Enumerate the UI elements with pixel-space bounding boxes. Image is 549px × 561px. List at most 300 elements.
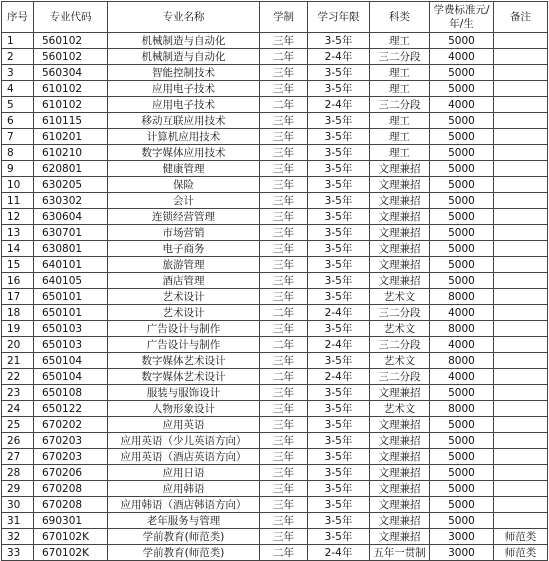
cell-code: 630604 xyxy=(34,209,108,225)
cell-index: 4 xyxy=(2,81,34,97)
cell-note xyxy=(494,513,548,529)
table-row xyxy=(2,177,548,193)
cell-category: 文理兼招 xyxy=(370,465,430,481)
cell-category: 艺术文 xyxy=(370,321,430,337)
cell-index: 14 xyxy=(2,241,34,257)
cell-code: 630302 xyxy=(34,193,108,209)
cell-note xyxy=(494,449,548,465)
cell-category: 艺术文 xyxy=(370,289,430,305)
cell-note xyxy=(494,497,548,513)
cell-note: 师范类 xyxy=(494,545,548,561)
cell-name: 酒店管理 xyxy=(108,273,260,289)
cell-index: 19 xyxy=(2,321,34,337)
table-row xyxy=(2,113,548,129)
cell-study-years: 3-5年 xyxy=(308,417,370,433)
cell-note xyxy=(494,433,548,449)
cell-fee: 5000 xyxy=(430,193,494,209)
cell-fee: 3000 xyxy=(430,529,494,545)
cell-category: 三二分段 xyxy=(370,369,430,385)
cell-duration: 三年 xyxy=(260,161,308,177)
cell-fee: 5000 xyxy=(430,225,494,241)
cell-duration: 三年 xyxy=(260,209,308,225)
tuition-fee-table xyxy=(1,1,548,561)
cell-study-years: 3-5年 xyxy=(308,209,370,225)
cell-index: 8 xyxy=(2,145,34,161)
cell-name: 学前教育(师范类) xyxy=(108,545,260,561)
header-category: 科类 xyxy=(370,2,430,33)
cell-code: 610102 xyxy=(34,81,108,97)
cell-study-years: 3-5年 xyxy=(308,129,370,145)
cell-fee: 5000 xyxy=(430,33,494,49)
cell-code: 650104 xyxy=(34,369,108,385)
cell-index: 27 xyxy=(2,449,34,465)
cell-fee: 5000 xyxy=(430,497,494,513)
cell-category: 理工 xyxy=(370,113,430,129)
cell-note xyxy=(494,353,548,369)
cell-duration: 三年 xyxy=(260,241,308,257)
cell-fee: 8000 xyxy=(430,289,494,305)
cell-index: 12 xyxy=(2,209,34,225)
table-row xyxy=(2,545,548,561)
cell-name: 应用电子技术 xyxy=(108,97,260,113)
cell-index: 22 xyxy=(2,369,34,385)
table-row xyxy=(2,65,548,81)
table-row xyxy=(2,225,548,241)
cell-index: 20 xyxy=(2,337,34,353)
table-row xyxy=(2,497,548,513)
cell-study-years: 3-5年 xyxy=(308,321,370,337)
cell-note xyxy=(494,321,548,337)
cell-code: 670202 xyxy=(34,417,108,433)
cell-note xyxy=(494,97,548,113)
cell-category: 文理兼招 xyxy=(370,241,430,257)
cell-category: 五年一贯制 xyxy=(370,545,430,561)
cell-name: 艺术设计 xyxy=(108,289,260,305)
cell-study-years: 3-5年 xyxy=(308,513,370,529)
cell-study-years: 3-5年 xyxy=(308,289,370,305)
cell-note xyxy=(494,465,548,481)
cell-fee: 8000 xyxy=(430,353,494,369)
cell-code: 630205 xyxy=(34,177,108,193)
cell-duration: 三年 xyxy=(260,145,308,161)
cell-name: 应用英语（酒店英语方向） xyxy=(108,449,260,465)
cell-name: 健康管理 xyxy=(108,161,260,177)
cell-index: 24 xyxy=(2,401,34,417)
cell-fee: 5000 xyxy=(430,65,494,81)
cell-fee: 5000 xyxy=(430,433,494,449)
cell-study-years: 3-5年 xyxy=(308,177,370,193)
table-row xyxy=(2,481,548,497)
cell-study-years: 3-5年 xyxy=(308,33,370,49)
cell-fee: 5000 xyxy=(430,145,494,161)
cell-fee: 5000 xyxy=(430,449,494,465)
cell-fee: 3000 xyxy=(430,545,494,561)
cell-code: 670102K xyxy=(34,529,108,545)
cell-fee: 5000 xyxy=(430,385,494,401)
cell-index: 29 xyxy=(2,481,34,497)
cell-duration: 三年 xyxy=(260,65,308,81)
cell-code: 650104 xyxy=(34,353,108,369)
cell-category: 文理兼招 xyxy=(370,385,430,401)
cell-duration: 三年 xyxy=(260,449,308,465)
header-study-years: 学习年限 xyxy=(308,2,370,33)
cell-note xyxy=(494,129,548,145)
table-row xyxy=(2,385,548,401)
cell-fee: 5000 xyxy=(430,161,494,177)
table-row xyxy=(2,257,548,273)
cell-study-years: 3-5年 xyxy=(308,465,370,481)
header-fee: 学费标准元/年/生 xyxy=(430,2,494,33)
cell-duration: 三年 xyxy=(260,113,308,129)
cell-name: 计算机应用技术 xyxy=(108,129,260,145)
cell-category: 文理兼招 xyxy=(370,481,430,497)
table-row xyxy=(2,337,548,353)
cell-fee: 5000 xyxy=(430,257,494,273)
cell-index: 5 xyxy=(2,97,34,113)
cell-note xyxy=(494,81,548,97)
cell-duration: 三年 xyxy=(260,417,308,433)
table-row xyxy=(2,321,548,337)
cell-study-years: 3-5年 xyxy=(308,161,370,177)
cell-fee: 5000 xyxy=(430,177,494,193)
cell-category: 理工 xyxy=(370,65,430,81)
header-note: 备注 xyxy=(494,2,548,33)
cell-duration: 二年 xyxy=(260,97,308,113)
cell-category: 文理兼招 xyxy=(370,193,430,209)
cell-index: 9 xyxy=(2,161,34,177)
cell-index: 30 xyxy=(2,497,34,513)
cell-note xyxy=(494,145,548,161)
cell-duration: 三年 xyxy=(260,513,308,529)
header-duration: 学制 xyxy=(260,2,308,33)
table-row xyxy=(2,33,548,49)
cell-study-years: 2-4年 xyxy=(308,369,370,385)
cell-fee: 5000 xyxy=(430,273,494,289)
cell-note xyxy=(494,417,548,433)
cell-fee: 5000 xyxy=(430,113,494,129)
cell-index: 15 xyxy=(2,257,34,273)
cell-fee: 5000 xyxy=(430,465,494,481)
table-row xyxy=(2,81,548,97)
table-row xyxy=(2,49,548,65)
cell-note xyxy=(494,401,548,417)
cell-name: 应用英语 xyxy=(108,417,260,433)
cell-index: 7 xyxy=(2,129,34,145)
cell-category: 文理兼招 xyxy=(370,513,430,529)
cell-study-years: 3-5年 xyxy=(308,81,370,97)
cell-name: 移动互联应用技术 xyxy=(108,113,260,129)
cell-category: 文理兼招 xyxy=(370,161,430,177)
cell-duration: 二年 xyxy=(260,369,308,385)
cell-index: 23 xyxy=(2,385,34,401)
cell-fee: 4000 xyxy=(430,305,494,321)
cell-name: 人物形象设计 xyxy=(108,401,260,417)
cell-duration: 三年 xyxy=(260,289,308,305)
cell-code: 560102 xyxy=(34,49,108,65)
table-row xyxy=(2,401,548,417)
table-row xyxy=(2,433,548,449)
cell-duration: 三年 xyxy=(260,33,308,49)
cell-category: 理工 xyxy=(370,129,430,145)
cell-study-years: 3-5年 xyxy=(308,449,370,465)
cell-duration: 二年 xyxy=(260,545,308,561)
cell-name: 广告设计与制作 xyxy=(108,321,260,337)
cell-duration: 三年 xyxy=(260,529,308,545)
cell-note xyxy=(494,257,548,273)
cell-note xyxy=(494,369,548,385)
table-row xyxy=(2,129,548,145)
cell-duration: 三年 xyxy=(260,481,308,497)
table-row xyxy=(2,193,548,209)
table-row xyxy=(2,97,548,113)
table-row xyxy=(2,369,548,385)
cell-code: 670208 xyxy=(34,497,108,513)
cell-duration: 三年 xyxy=(260,129,308,145)
cell-study-years: 3-5年 xyxy=(308,257,370,273)
table-row xyxy=(2,417,548,433)
cell-category: 文理兼招 xyxy=(370,257,430,273)
cell-name: 机械制造与自动化 xyxy=(108,49,260,65)
cell-duration: 三年 xyxy=(260,81,308,97)
table-row xyxy=(2,305,548,321)
cell-study-years: 3-5年 xyxy=(308,401,370,417)
cell-name: 学前教育(师范类) xyxy=(108,529,260,545)
table-row xyxy=(2,529,548,545)
cell-index: 13 xyxy=(2,225,34,241)
cell-category: 文理兼招 xyxy=(370,417,430,433)
header-name: 专业名称 xyxy=(108,2,260,33)
cell-study-years: 3-5年 xyxy=(308,145,370,161)
cell-category: 艺术文 xyxy=(370,353,430,369)
cell-index: 17 xyxy=(2,289,34,305)
cell-name: 应用电子技术 xyxy=(108,81,260,97)
cell-duration: 三年 xyxy=(260,353,308,369)
cell-study-years: 2-4年 xyxy=(308,337,370,353)
cell-note xyxy=(494,161,548,177)
cell-index: 11 xyxy=(2,193,34,209)
table-row xyxy=(2,145,548,161)
table-row xyxy=(2,209,548,225)
cell-name: 应用韩语 xyxy=(108,481,260,497)
cell-index: 2 xyxy=(2,49,34,65)
cell-category: 理工 xyxy=(370,145,430,161)
cell-index: 1 xyxy=(2,33,34,49)
cell-note xyxy=(494,65,548,81)
cell-note xyxy=(494,193,548,209)
cell-code: 560102 xyxy=(34,33,108,49)
cell-category: 文理兼招 xyxy=(370,449,430,465)
cell-note xyxy=(494,305,548,321)
cell-name: 艺术设计 xyxy=(108,305,260,321)
cell-code: 610210 xyxy=(34,145,108,161)
cell-study-years: 3-5年 xyxy=(308,225,370,241)
cell-fee: 4000 xyxy=(430,49,494,65)
cell-study-years: 3-5年 xyxy=(308,65,370,81)
header-index: 序号 xyxy=(2,2,34,33)
cell-name: 应用韩语（酒店韩语方向） xyxy=(108,497,260,513)
table-header-row xyxy=(2,2,548,33)
cell-index: 26 xyxy=(2,433,34,449)
cell-name: 智能控制技术 xyxy=(108,65,260,81)
cell-duration: 三年 xyxy=(260,401,308,417)
cell-duration: 二年 xyxy=(260,337,308,353)
cell-fee: 4000 xyxy=(430,369,494,385)
cell-index: 6 xyxy=(2,113,34,129)
cell-duration: 三年 xyxy=(260,193,308,209)
cell-duration: 三年 xyxy=(260,465,308,481)
cell-code: 650103 xyxy=(34,337,108,353)
cell-category: 理工 xyxy=(370,33,430,49)
cell-study-years: 3-5年 xyxy=(308,385,370,401)
cell-index: 33 xyxy=(2,545,34,561)
cell-code: 670203 xyxy=(34,433,108,449)
cell-fee: 4000 xyxy=(430,97,494,113)
cell-code: 670206 xyxy=(34,465,108,481)
table-row xyxy=(2,161,548,177)
cell-code: 640105 xyxy=(34,273,108,289)
cell-study-years: 3-5年 xyxy=(308,273,370,289)
cell-duration: 三年 xyxy=(260,433,308,449)
cell-note xyxy=(494,113,548,129)
cell-name: 连锁经营管理 xyxy=(108,209,260,225)
cell-fee: 5000 xyxy=(430,417,494,433)
cell-study-years: 3-5年 xyxy=(308,113,370,129)
cell-name: 会计 xyxy=(108,193,260,209)
cell-name: 应用英语（少儿英语方向） xyxy=(108,433,260,449)
cell-fee: 8000 xyxy=(430,321,494,337)
cell-duration: 三年 xyxy=(260,257,308,273)
cell-name: 广告设计与制作 xyxy=(108,337,260,353)
cell-index: 18 xyxy=(2,305,34,321)
cell-code: 670102K xyxy=(34,545,108,561)
cell-name: 电子商务 xyxy=(108,241,260,257)
cell-name: 应用日语 xyxy=(108,465,260,481)
cell-code: 620801 xyxy=(34,161,108,177)
cell-code: 650101 xyxy=(34,289,108,305)
cell-code: 650103 xyxy=(34,321,108,337)
cell-study-years: 3-5年 xyxy=(308,481,370,497)
cell-note xyxy=(494,289,548,305)
cell-category: 三二分段 xyxy=(370,97,430,113)
cell-code: 690301 xyxy=(34,513,108,529)
cell-index: 16 xyxy=(2,273,34,289)
cell-name: 数字媒体艺术设计 xyxy=(108,353,260,369)
cell-code: 650108 xyxy=(34,385,108,401)
cell-index: 10 xyxy=(2,177,34,193)
cell-duration: 二年 xyxy=(260,49,308,65)
table-row xyxy=(2,241,548,257)
cell-note xyxy=(494,385,548,401)
table-row xyxy=(2,273,548,289)
cell-name: 服装与服饰设计 xyxy=(108,385,260,401)
cell-note xyxy=(494,177,548,193)
table-row xyxy=(2,353,548,369)
cell-note: 师范类 xyxy=(494,529,548,545)
cell-code: 650122 xyxy=(34,401,108,417)
cell-category: 文理兼招 xyxy=(370,177,430,193)
cell-fee: 5000 xyxy=(430,513,494,529)
cell-name: 数字媒体应用技术 xyxy=(108,145,260,161)
cell-note xyxy=(494,49,548,65)
cell-fee: 5000 xyxy=(430,129,494,145)
cell-index: 3 xyxy=(2,65,34,81)
cell-fee: 5000 xyxy=(430,209,494,225)
cell-code: 610201 xyxy=(34,129,108,145)
cell-name: 保险 xyxy=(108,177,260,193)
cell-name: 老年服务与管理 xyxy=(108,513,260,529)
cell-duration: 三年 xyxy=(260,177,308,193)
cell-study-years: 2-4年 xyxy=(308,49,370,65)
cell-fee: 5000 xyxy=(430,241,494,257)
cell-note xyxy=(494,337,548,353)
table-row xyxy=(2,513,548,529)
cell-study-years: 2-4年 xyxy=(308,305,370,321)
cell-category: 文理兼招 xyxy=(370,497,430,513)
cell-code: 640101 xyxy=(34,257,108,273)
cell-name: 市场营销 xyxy=(108,225,260,241)
cell-index: 28 xyxy=(2,465,34,481)
cell-code: 670203 xyxy=(34,449,108,465)
cell-code: 630801 xyxy=(34,241,108,257)
table-row xyxy=(2,289,548,305)
cell-code: 650101 xyxy=(34,305,108,321)
cell-index: 32 xyxy=(2,529,34,545)
cell-index: 31 xyxy=(2,513,34,529)
cell-duration: 二年 xyxy=(260,305,308,321)
cell-code: 610115 xyxy=(34,113,108,129)
cell-name: 机械制造与自动化 xyxy=(108,33,260,49)
cell-name: 数字媒体艺术设计 xyxy=(108,369,260,385)
cell-code: 670208 xyxy=(34,481,108,497)
cell-index: 25 xyxy=(2,417,34,433)
cell-duration: 三年 xyxy=(260,497,308,513)
cell-study-years: 2-4年 xyxy=(308,97,370,113)
cell-note xyxy=(494,33,548,49)
cell-category: 文理兼招 xyxy=(370,529,430,545)
cell-fee: 5000 xyxy=(430,81,494,97)
cell-category: 艺术文 xyxy=(370,401,430,417)
cell-duration: 三年 xyxy=(260,273,308,289)
cell-study-years: 3-5年 xyxy=(308,529,370,545)
cell-fee: 8000 xyxy=(430,401,494,417)
cell-study-years: 3-5年 xyxy=(308,241,370,257)
cell-code: 560304 xyxy=(34,65,108,81)
cell-fee: 4000 xyxy=(430,337,494,353)
cell-duration: 三年 xyxy=(260,385,308,401)
table-row xyxy=(2,449,548,465)
cell-note xyxy=(494,273,548,289)
cell-study-years: 2-4年 xyxy=(308,545,370,561)
cell-index: 21 xyxy=(2,353,34,369)
cell-fee: 5000 xyxy=(430,481,494,497)
cell-category: 文理兼招 xyxy=(370,225,430,241)
cell-study-years: 3-5年 xyxy=(308,353,370,369)
cell-name: 旅游管理 xyxy=(108,257,260,273)
cell-category: 文理兼招 xyxy=(370,209,430,225)
cell-note xyxy=(494,241,548,257)
cell-category: 文理兼招 xyxy=(370,273,430,289)
cell-category: 文理兼招 xyxy=(370,433,430,449)
cell-note xyxy=(494,225,548,241)
cell-duration: 三年 xyxy=(260,225,308,241)
cell-study-years: 3-5年 xyxy=(308,497,370,513)
cell-study-years: 3-5年 xyxy=(308,433,370,449)
header-code: 专业代码 xyxy=(34,2,108,33)
table-row xyxy=(2,465,548,481)
cell-category: 三二分段 xyxy=(370,49,430,65)
cell-note xyxy=(494,481,548,497)
cell-code: 630701 xyxy=(34,225,108,241)
